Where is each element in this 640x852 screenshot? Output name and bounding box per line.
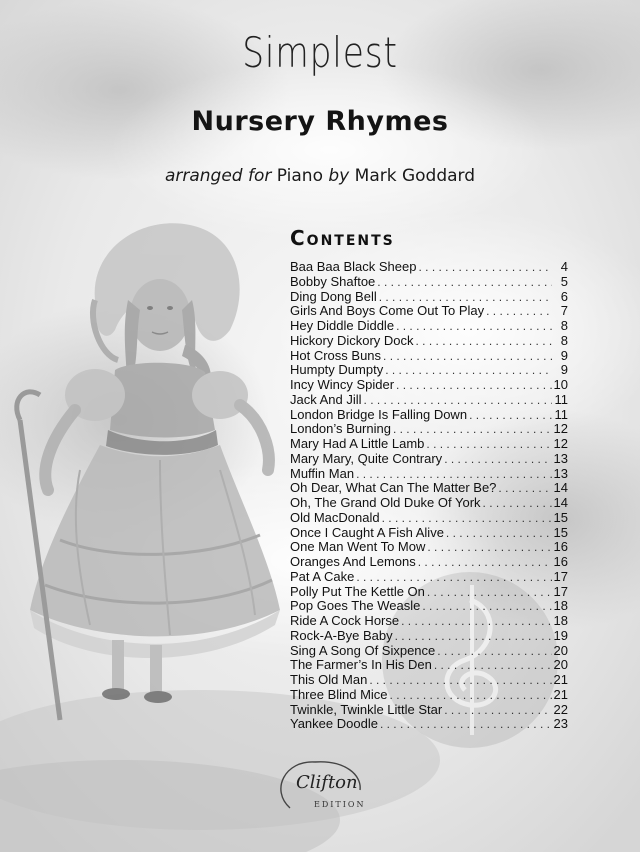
contents-item-title: One Man Went To Mow xyxy=(290,540,426,555)
contents-item-page: 7 xyxy=(560,304,568,319)
contents-item xyxy=(290,452,568,467)
contents-item-leader xyxy=(486,304,552,319)
title-nursery-rhymes: Nursery Rhymes xyxy=(191,106,449,137)
contents-item-title: Three Blind Mice xyxy=(290,687,388,702)
contents-item xyxy=(290,614,568,629)
contents-item-page: 6 xyxy=(560,289,568,304)
contents-item-page: 20 xyxy=(553,643,568,658)
contents-item-leader xyxy=(364,393,552,408)
contents-item-title: London’s Burning xyxy=(290,422,391,437)
contents-item-leader xyxy=(395,629,552,644)
contents-item-page: 5 xyxy=(560,274,568,289)
contents-item xyxy=(290,644,568,659)
contents-item-leader xyxy=(418,260,552,275)
contents-item-leader xyxy=(356,570,551,585)
contents-item-page: 20 xyxy=(553,658,568,673)
contents-item-page: 10 xyxy=(553,378,568,392)
contents-item-title: Girls And Boys Come Out To Play xyxy=(290,304,485,319)
contents-item-page: 15 xyxy=(553,525,568,540)
contents-item-leader xyxy=(446,526,552,541)
contents-item-leader xyxy=(444,703,551,718)
contents-item-title: Yankee Doodle xyxy=(290,717,378,732)
contents-item-title: Jack And Jill xyxy=(290,392,362,407)
contents-item xyxy=(290,481,568,496)
subtitle-instrument: Piano xyxy=(276,166,323,186)
contents-item-leader xyxy=(377,275,552,290)
contents-item xyxy=(290,555,568,570)
contents-item xyxy=(290,378,568,393)
contents-item xyxy=(290,363,568,378)
contents-item-leader xyxy=(427,585,552,600)
contents-item-title: Sing A Song Of Sixpence xyxy=(290,643,436,658)
contents-item-title: Rock-A-Bye Baby xyxy=(290,628,393,643)
contents-item xyxy=(290,688,568,703)
contents-item xyxy=(290,408,568,423)
contents-item-page: 16 xyxy=(553,555,568,569)
contents-item-title: Mary Had A Little Lamb xyxy=(290,437,425,451)
contents-item-title: Incy Wincy Spider xyxy=(290,378,395,392)
contents-item-title: This Old Man xyxy=(290,673,368,687)
contents-heading: Contents xyxy=(290,226,395,250)
contents-item-title: Polly Put The Kettle On xyxy=(290,584,425,599)
contents-item-page: 8 xyxy=(560,319,568,333)
contents-item-title: Twinkle, Twinkle Little Star xyxy=(290,702,443,717)
contents-item xyxy=(290,511,568,526)
contents-item-page: 4 xyxy=(560,260,568,274)
contents-item-leader xyxy=(426,437,551,452)
contents-item-page: 14 xyxy=(553,481,568,496)
contents-item-leader xyxy=(444,452,551,467)
contents-item-leader xyxy=(393,422,552,437)
contents-item-page: 8 xyxy=(560,333,568,348)
contents-item-page: 17 xyxy=(553,569,568,584)
contents-item xyxy=(290,540,568,555)
contents-item-page: 17 xyxy=(553,584,568,599)
contents-item xyxy=(290,437,568,452)
contents-item-page: 22 xyxy=(553,702,568,717)
contents-item-page: 21 xyxy=(553,673,568,687)
contents-item-page: 11 xyxy=(554,392,568,407)
contents-item-leader xyxy=(416,334,552,349)
contents-item-title: Ding Dong Bell xyxy=(290,289,377,304)
contents-item-leader xyxy=(390,688,552,703)
contents-item xyxy=(290,570,568,585)
contents-item xyxy=(290,349,568,364)
contents-item-title: Hey Diddle Diddle xyxy=(290,319,395,333)
contents-item-title: Oh, The Grand Old Duke Of York xyxy=(290,496,481,510)
contents-item-page: 14 xyxy=(553,496,568,510)
publisher-logo-sub: EDITION xyxy=(314,800,366,809)
contents-item-page: 13 xyxy=(553,451,568,466)
contents-item-title: Ride A Cock Horse xyxy=(290,614,400,628)
contents-item xyxy=(290,717,568,732)
contents-item xyxy=(290,585,568,600)
contents-item-page: 12 xyxy=(553,437,568,451)
contents-item-leader xyxy=(379,290,552,305)
subtitle-arranger: Mark Goddard xyxy=(354,166,476,186)
contents-item-title: Muffin Man xyxy=(290,466,355,481)
contents-item-leader xyxy=(427,540,551,555)
publisher-logo-name: Clifton xyxy=(296,772,358,793)
contents-item-page: 18 xyxy=(553,614,568,628)
contents-item xyxy=(290,304,568,319)
contents-item-page: 16 xyxy=(553,540,568,555)
contents-item-leader xyxy=(401,614,551,629)
contents-item-title: Oranges And Lemons xyxy=(290,555,416,569)
contents-item-leader xyxy=(396,378,551,393)
title-simplest: Simplest xyxy=(242,28,398,77)
contents-item xyxy=(290,526,568,541)
contents-item xyxy=(290,422,568,437)
contents-item xyxy=(290,275,568,290)
contents-item-title: Humpty Dumpty xyxy=(290,363,384,378)
contents-item-page: 11 xyxy=(554,407,568,422)
contents-list xyxy=(290,260,568,732)
contents-item xyxy=(290,703,568,718)
contents-item xyxy=(290,673,568,688)
contents-item xyxy=(290,496,568,511)
contents-item xyxy=(290,629,568,644)
contents-item xyxy=(290,260,568,275)
contents-item-leader xyxy=(422,599,551,614)
contents-item xyxy=(290,467,568,482)
contents-item-title: Old MacDonald xyxy=(290,510,380,525)
contents-item xyxy=(290,658,568,673)
contents-item-page: 19 xyxy=(553,628,568,643)
contents-item-page: 18 xyxy=(553,599,568,614)
contents-item-page: 13 xyxy=(553,466,568,481)
contents-item-page: 21 xyxy=(553,687,568,702)
contents-item-leader xyxy=(356,467,551,482)
contents-item xyxy=(290,290,568,305)
contents-item-leader xyxy=(437,644,551,659)
contents-item-title: London Bridge Is Falling Down xyxy=(290,407,468,422)
contents-item-title: Hot Cross Buns xyxy=(290,348,382,363)
contents-item-title: Oh Dear, What Can The Matter Be? xyxy=(290,481,497,496)
contents-item-page: 9 xyxy=(560,363,568,378)
contents-item-page: 15 xyxy=(553,510,568,525)
subtitle-by: by xyxy=(328,166,350,186)
contents-item-title: Once I Caught A Fish Alive xyxy=(290,525,444,540)
contents-item-leader xyxy=(382,511,552,526)
contents-item-leader xyxy=(483,496,552,511)
subtitle-arranged-for: arranged for xyxy=(164,166,272,186)
contents-item-title: Pat A Cake xyxy=(290,569,355,584)
contents-item-leader xyxy=(380,717,552,732)
contents-item-leader xyxy=(369,673,551,688)
contents-item-page: 12 xyxy=(553,422,568,437)
contents-item-leader xyxy=(498,481,551,496)
contents-item-leader xyxy=(396,319,552,334)
subtitle xyxy=(0,166,640,186)
contents-item-title: The Farmer’s In His Den xyxy=(290,658,432,673)
contents-item-leader xyxy=(383,349,552,364)
contents-item xyxy=(290,319,568,334)
contents-item-leader xyxy=(434,658,552,673)
contents-item-leader xyxy=(385,363,552,378)
contents-item-title: Baa Baa Black Sheep xyxy=(290,260,417,274)
contents-item-title: Mary Mary, Quite Contrary xyxy=(290,451,443,466)
contents-item-page: 9 xyxy=(560,348,568,363)
contents-item xyxy=(290,393,568,408)
contents-item xyxy=(290,599,568,614)
contents-item-title: Hickory Dickory Dock xyxy=(290,333,414,348)
contents-item-leader xyxy=(469,408,552,423)
contents-item-leader xyxy=(418,555,552,570)
contents-item-page: 23 xyxy=(553,717,568,732)
contents-item xyxy=(290,334,568,349)
contents-item-title: Bobby Shaftoe xyxy=(290,274,376,289)
contents-item-title: Pop Goes The Weasle xyxy=(290,599,421,614)
